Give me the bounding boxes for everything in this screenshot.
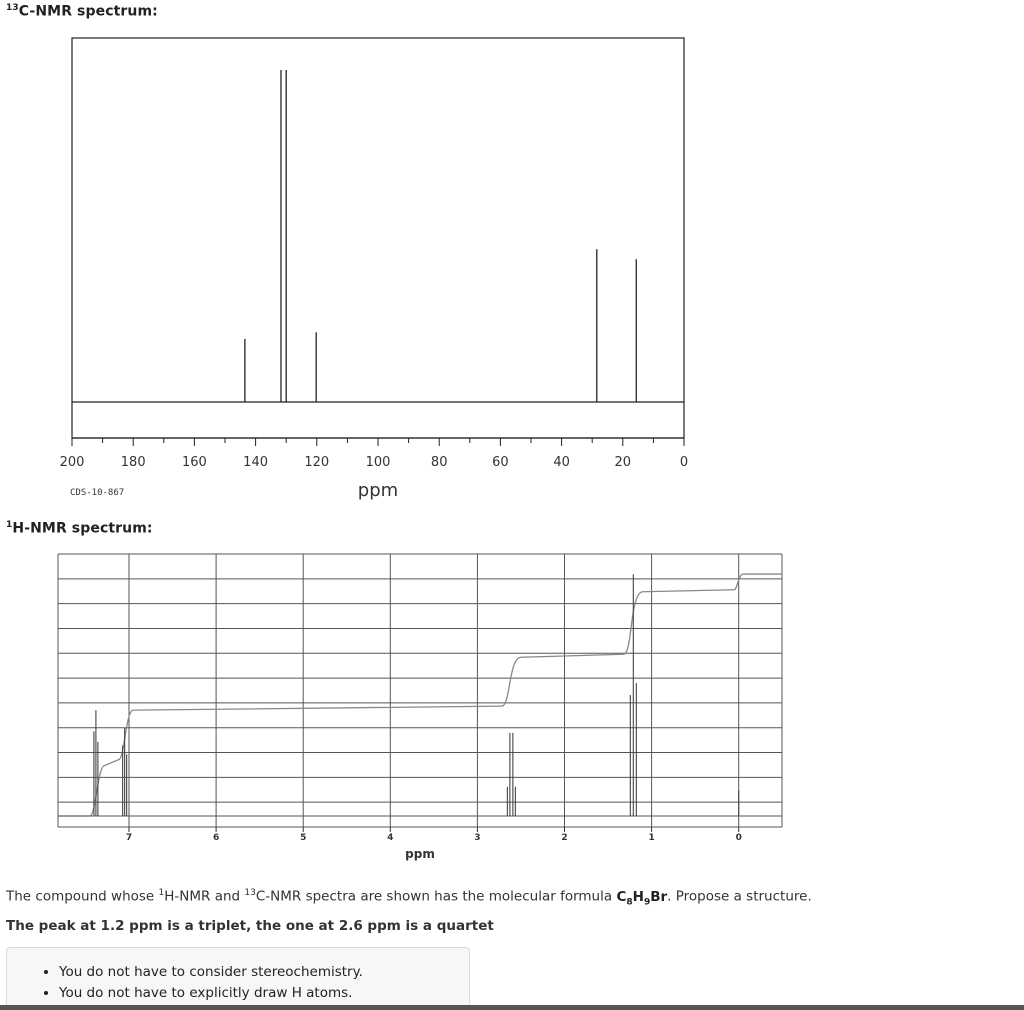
h1-tick-label: 3: [474, 833, 481, 843]
c13-tick-label: 40: [553, 455, 570, 470]
note-item: • You do not have to explicitly draw H atoms.: [59, 985, 469, 1002]
h1-tick-label: 4: [387, 833, 394, 843]
h1-integral-curve: [58, 574, 782, 816]
h1-peaks: [94, 574, 739, 816]
c13-tick-label: 180: [120, 455, 146, 470]
formula-br: Br: [650, 888, 668, 905]
c13-title-text: C-NMR spectrum:: [18, 3, 158, 20]
h1-ticks: [126, 827, 742, 843]
h1-title-superscript: 1: [6, 520, 13, 530]
formula-h-count: 9: [643, 897, 651, 908]
c13-tick-label: 140: [243, 455, 269, 470]
h1-tick-label: 2: [561, 833, 568, 843]
question-part-1: The compound whose: [6, 888, 159, 905]
c13-nmr-chart: [0, 28, 720, 508]
question-part-2: H-NMR and: [164, 888, 245, 905]
bottom-divider: [0, 1005, 1024, 1010]
c13-tick-label: 120: [304, 455, 330, 470]
c13-title-superscript: 13: [6, 3, 19, 13]
c13-plot-frame: [72, 38, 684, 438]
notes-list: [7, 964, 469, 1002]
c13-code-label: CDS-10-867: [70, 488, 125, 498]
formula-h: H: [632, 888, 644, 905]
c13-tick-label: 0: [679, 455, 689, 470]
question-sup-1: 1: [158, 888, 165, 898]
question-part-3: C-NMR spectra are shown has the molecular formula: [255, 888, 617, 905]
c13-tick-label: 100: [365, 455, 391, 470]
h1-tick-label: 1: [648, 833, 655, 843]
h1-title-text: H-NMR spectrum:: [12, 520, 153, 537]
note-item: • You do not have to consider stereochemistry.: [59, 964, 469, 981]
h1-tick-label: 5: [300, 833, 307, 843]
notes-box: [6, 947, 470, 1007]
h1-tick-label: 7: [125, 833, 133, 843]
c13-tick-label: 80: [430, 455, 448, 470]
peak-hint: The peak at 1.2 ppm is a triplet, the one at 2.6 ppm is a quartet: [6, 918, 494, 934]
question-sup-2: 13: [244, 888, 256, 898]
question-text: [6, 888, 812, 907]
c13-tick-label: 160: [181, 455, 207, 470]
c13-ticks: [60, 438, 689, 470]
question-part-4: . Propose a structure.: [667, 888, 812, 905]
c13-nmr-title: [6, 3, 158, 20]
h1-tick-label: 6: [212, 833, 220, 843]
h1-grid: [58, 554, 782, 827]
h1-tick-label: 0: [735, 833, 742, 843]
formula-c: C: [616, 888, 627, 905]
c13-x-axis-label: ppm: [357, 480, 399, 501]
formula-c-count: 8: [626, 897, 633, 908]
h1-nmr-title: [6, 520, 153, 537]
h1-nmr-chart: [0, 546, 800, 876]
c13-tick-label: 20: [614, 455, 632, 470]
c13-tick-label: 60: [492, 455, 509, 470]
h1-x-axis-label: ppm: [405, 847, 435, 861]
c13-tick-label: 200: [59, 455, 85, 470]
molecular-formula: [616, 888, 668, 908]
c13-peaks: [245, 70, 636, 402]
